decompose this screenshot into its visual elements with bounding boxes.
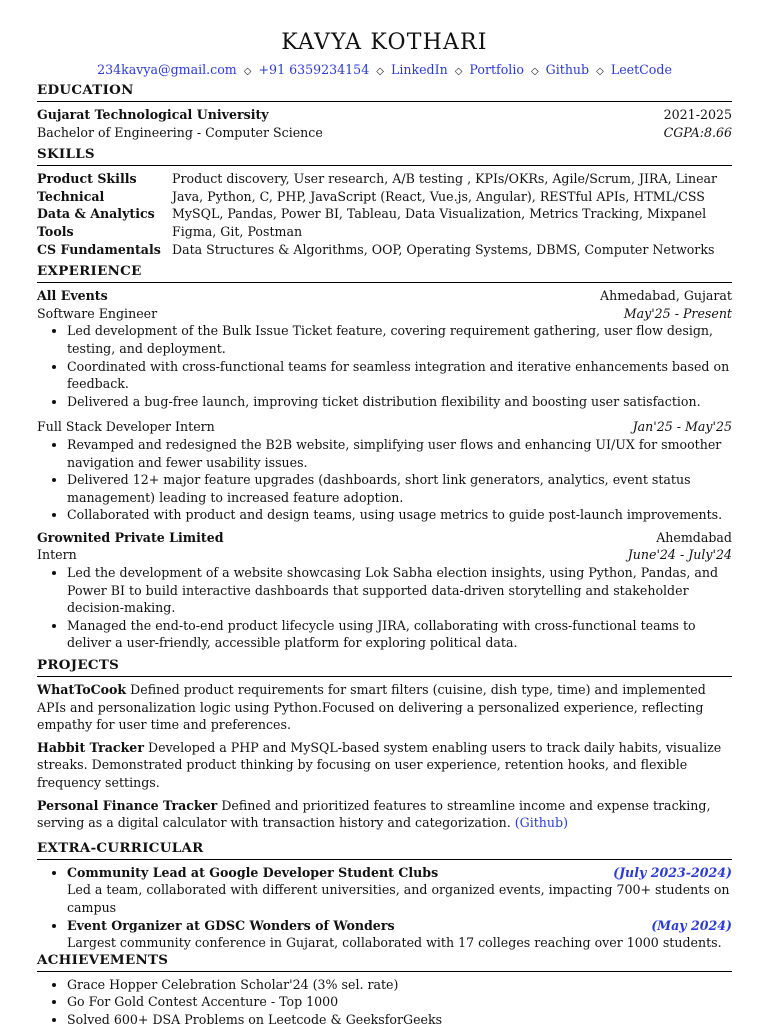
education-years: 2021-2025 [663, 107, 732, 122]
role-bullets [37, 322, 732, 410]
candidate-name: KAVYA KOTHARI [281, 30, 488, 55]
separator-icon: ◇ [596, 66, 604, 77]
skill-value: Data Structures & Algorithms, OOP, Operating Systems, DBMS, Computer Networks [172, 241, 715, 257]
phone-link[interactable]: +91 6359234154 [258, 62, 370, 77]
extracurricular-desc: Led a team, collaborated with different universities, and organized events, impacting 700+ students on campus [67, 882, 730, 915]
separator-icon: ◇ [530, 66, 539, 77]
portfolio-link[interactable]: Portfolio [469, 62, 524, 77]
bullet-item: • Collaborated with product and design teams, using usage metrics to guide post-launch improvements. [67, 506, 732, 524]
separator-icon: ◇ [243, 66, 252, 77]
role-bullets [37, 564, 732, 652]
bullet-item: • Coordinated with cross-functional teams for seamless integration and iterative enhancements based on feedback. [67, 358, 732, 393]
extracurricular-row [67, 864, 732, 882]
skill-key: Product Skills [37, 171, 137, 187]
achievement-item: • Go For Gold Contest Accenture - Top 1000 [67, 993, 732, 1011]
role-dates: May'25 - Present [623, 305, 732, 321]
role-title: Intern [37, 547, 77, 563]
extracurricular-list [37, 864, 732, 952]
bullet-item: • Managed the end-to-end product lifecycle using JIRA, collaborating with cross-functional teams to deliver a user-friendly, accessible platform for exploring political data. [67, 617, 732, 652]
extracurricular-row [67, 917, 732, 935]
skills-heading: SKILLS [37, 146, 732, 166]
role-bullets [37, 436, 732, 524]
role-row [37, 418, 732, 436]
skill-key: Data & Analytics [37, 206, 155, 222]
company-name: Grownited Private Limited [37, 529, 224, 545]
linkedin-link[interactable]: LinkedIn [390, 62, 448, 77]
email-link[interactable]: 234kavya@gmail.com [97, 62, 237, 77]
skill-key: Tools [37, 223, 74, 239]
bullet-item: • Revamped and redesigned the B2B website, simplifying user flows and enhancing UI/UX for smoother navigation and fewer usability issues. [67, 436, 732, 471]
extracurricular-date: (July 2023-2024) [613, 864, 732, 880]
project-item [37, 739, 732, 792]
skill-value: Figma, Git, Postman [172, 223, 303, 239]
company-name: All Events [37, 288, 108, 304]
bullet-item: • Led development of the Bulk Issue Ticket feature, covering requirement gathering, user flow design, testing, and deployment. [67, 322, 732, 357]
education-row [37, 106, 732, 124]
extracurricular-date: (May 2024) [651, 917, 732, 933]
role-title: Full Stack Developer Intern [37, 419, 215, 435]
achievements-heading: ACHIEVEMENTS [37, 952, 732, 972]
achievement-item: • Solved 600+ DSA Problems on Leetcode & GeeksforGeeks [67, 1011, 732, 1029]
github-link[interactable]: Github [545, 62, 590, 77]
skill-value: MySQL, Pandas, Power BI, Tableau, Data Visualization, Metrics Tracking, Mixpanel [172, 206, 707, 222]
company-row [37, 287, 732, 305]
extracurricular-title: • Event Organizer at GDSC Wonders of Wonders [67, 917, 395, 933]
project-name: Habbit Tracker [37, 739, 144, 755]
role-title: Software Engineer [37, 305, 158, 321]
project-desc: Defined product requirements for smart filters (cuisine, dish type, time) and implemented APIs and personalization logic using Python.Focused on delivering a personalized experience, reflecting empathy for user time and preferences. [37, 682, 706, 733]
degree: Bachelor of Engineering - Computer Science [37, 124, 323, 140]
github-project-link[interactable]: (Github) [514, 815, 569, 831]
bullet-item: • Delivered 12+ major feature upgrades (dashboards, short link generators, analytics, event status management) leading to increased feature adoption. [67, 471, 732, 506]
extracurricular-desc: Largest community conference in Gujarat, collaborated with 17 colleges reaching over 1000 students. [67, 935, 722, 951]
skill-value: Java, Python, C, PHP, JavaScript (React, Vue.js, Angular), RESTful APIs, HTML/CSS [172, 188, 705, 204]
experience-heading: EXPERIENCE [37, 263, 732, 283]
role-dates: June'24 - July'24 [627, 547, 732, 563]
cgpa: CGPA:8.66 [663, 124, 732, 140]
separator-icon: ◇ [376, 66, 384, 77]
role-row [37, 546, 732, 564]
extracurricular-title: • Community Lead at Google Developer Student Clubs [67, 864, 439, 880]
project-desc: Defined and prioritized features to streamline income and expense tracking, serving as a digital calculator with transaction history and categorization. [37, 797, 711, 831]
extracurricular-heading: EXTRA-CURRICULAR [37, 840, 732, 860]
achievements-list [37, 976, 732, 1029]
bullet-item: • Delivered a bug-free launch, improving ticket distribution flexibility and boosting user satisfaction. [67, 393, 732, 411]
education-degree-row [37, 124, 732, 142]
extracurricular-item [67, 864, 732, 917]
company-row [37, 529, 732, 547]
company-location: Ahmedabad, Gujarat [600, 288, 732, 304]
extracurricular-item [67, 917, 732, 952]
role-dates: Jan'25 - May'25 [632, 419, 732, 435]
role-row [37, 305, 732, 323]
leetcode-link[interactable]: LeetCode [610, 62, 672, 77]
bullet-item: • Led the development of a website showcasing Lok Sabha election insights, using Python, Pandas, and Power BI to build interactive dashboards that supported data-driven storytelling and stakeholder decision-making. [67, 564, 732, 617]
company-location: Ahemdabad [656, 529, 732, 545]
skill-value: Product discovery, User research, A/B testing , KPIs/OKRs, Agile/Scrum, JIRA, Linear [172, 171, 718, 187]
achievement-item: • Grace Hopper Celebration Scholar'24 (3% sel. rate) [67, 976, 732, 994]
contact-line [37, 62, 732, 80]
project-desc: Developed a PHP and MySQL-based system enabling users to track daily habits, visualize streaks. Demonstrated product thinking by focusing on user experience, retention hooks, and flexible frequency settings. [37, 739, 722, 790]
project-item [37, 797, 732, 832]
school-name: Gujarat Technological University [37, 107, 269, 122]
project-name: Personal Finance Tracker [37, 797, 218, 813]
separator-icon: ◇ [454, 66, 463, 77]
projects-heading: PROJECTS [37, 657, 732, 677]
education-heading: EDUCATION [37, 82, 732, 102]
project-name: WhatToCook [37, 682, 127, 698]
skill-key: CS Fundamentals [37, 241, 161, 257]
skill-key: Technical [37, 188, 105, 204]
project-item [37, 681, 732, 734]
skills-table [37, 170, 732, 258]
